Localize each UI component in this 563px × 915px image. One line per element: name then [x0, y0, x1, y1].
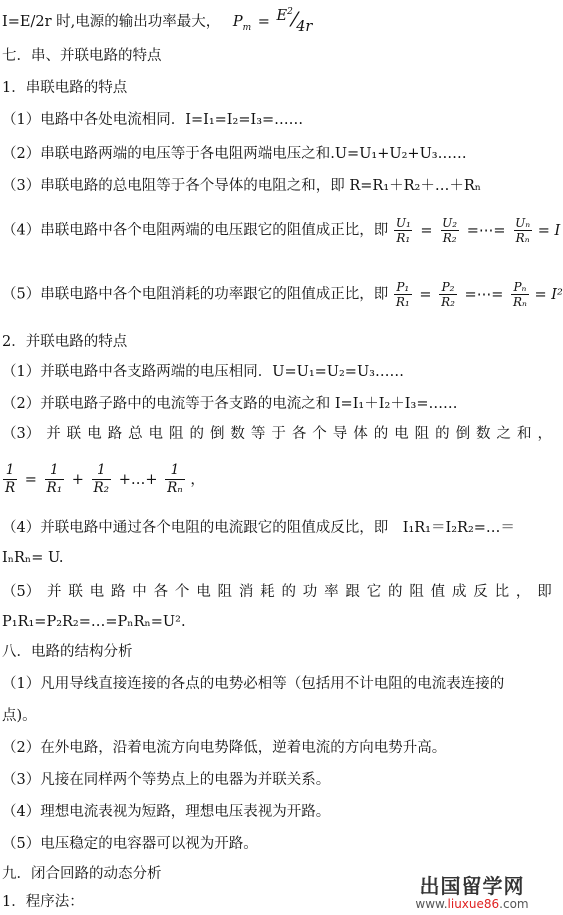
parallel-title: 2．并联电路的特点 — [2, 334, 128, 350]
parallel-item-5-cont: P₁R₁=P₂R₂=…=PₙRₙ=U². — [2, 614, 186, 630]
watermark-title: 出国留学网 — [419, 874, 525, 898]
dynamic-item-1: 1．程序法： — [2, 894, 84, 910]
parallel-item-1: （1）并联电路中各支路两端的电压相同．U=U₁=U₂=U₃…… — [2, 364, 404, 380]
structure-item-5: （5）电压稳定的电容器可以视为开路。 — [2, 836, 258, 852]
parallel-item-5: （5） 并 联 电 路 中 各 个 电 阻 消 耗 的 功 率 跟 它 的 阻 值 成 反 比 ， 即 — [2, 584, 552, 600]
structure-item-4: （4）理想电流表视为短路，理想电压表视为开路。 — [2, 804, 331, 820]
power-max-text: I=E/2r 时,电源的输出功率最大， — [2, 13, 221, 30]
parallel-resistance-formula: $\frac{1}{R}$ = $\frac{1}{\text{R₁}}$ + $\frac{1}{\text{R₂}}$ +…+ $\frac{1}{\text{Rₙ}}$ ， — [5, 462, 205, 496]
series-item-4-text: （4）串联电路中各个电阻两端的电压跟它的阻值成正比，即 — [2, 222, 389, 239]
power-formula: $P_m$ = $E^2⁄4r$ — [232, 6, 313, 35]
section-7-title: 七．串、并联电路的特点 — [2, 48, 162, 64]
series-item-1: （1）电路中各处电流相同．I=I₁=I₂=I₃=…… — [2, 112, 304, 128]
parallel-item-4: （4）并联电路中通过各个电阻的电流跟它的阻值成反比，即 I₁R₁＝I₂R₂=…＝ — [2, 520, 515, 536]
watermark-url: www.liuxue86.com — [415, 897, 529, 911]
series-item-2: （2）串联电路两端的电压等于各电阻两端电压之和.U=U₁+U₂+U₃…… — [2, 146, 467, 162]
structure-item-1-cont: 点)。 — [2, 708, 37, 724]
site-watermark — [393, 874, 551, 912]
section-9-title: 九．闭合回路的动态分析 — [2, 866, 162, 882]
parallel-item-2: （2）并联电路子路中的电流等于各支路的电流之和 I=I₁＋I₂＋I₃=…… — [2, 396, 458, 412]
power-ratio-formula: $\frac{\text{P₁}}{\text{R₁}}$ = $\frac{\text{P₂}}{\text{R₂}}$ =⋯= $\frac{\text{Pₙ}}{\text{Rₙ}}$ = I² — [395, 280, 563, 309]
structure-item-3: （3）凡接在同样两个等势点上的电器为并联关系。 — [2, 772, 331, 788]
parallel-item-3: （3） 并 联 电 路 总 电 阻 的 倒 数 等 于 各 个 导 体 的 电 阻 的 倒 数 之 和 ， — [2, 426, 552, 442]
series-item-3: （3）串联电路的总电阻等于各个导体的电阻之和，即 R=R₁＋R₂＋…＋Rₙ — [2, 178, 482, 194]
series-item-4 — [2, 216, 560, 245]
voltage-ratio-formula: $\frac{\text{U₁}}{\text{R₁}}$ = $\frac{\text{U₂}}{\text{R₂}}$ =⋯= $\frac{\text{Uₙ}}{\text{Rₙ}}$ = I — [395, 216, 561, 245]
structure-item-1: （1）凡用导线直接连接的各点的电势必相等（包括用不计电阻的电流表连接的 — [2, 676, 505, 692]
series-item-5 — [2, 280, 563, 309]
structure-item-2: （2）在外电路，沿着电流方向电势降低，逆着电流的方向电势升高。 — [2, 740, 447, 756]
parallel-item-4-cont: IₙRₙ= U. — [2, 550, 64, 566]
series-title: 1．串联电路的特点 — [2, 80, 128, 96]
power-max-line — [2, 8, 312, 38]
section-8-title: 八．电路的结构分析 — [2, 644, 133, 660]
series-item-5-text: （5）串联电路中各个电阻消耗的功率跟它的阻值成正比，即 — [2, 286, 389, 303]
